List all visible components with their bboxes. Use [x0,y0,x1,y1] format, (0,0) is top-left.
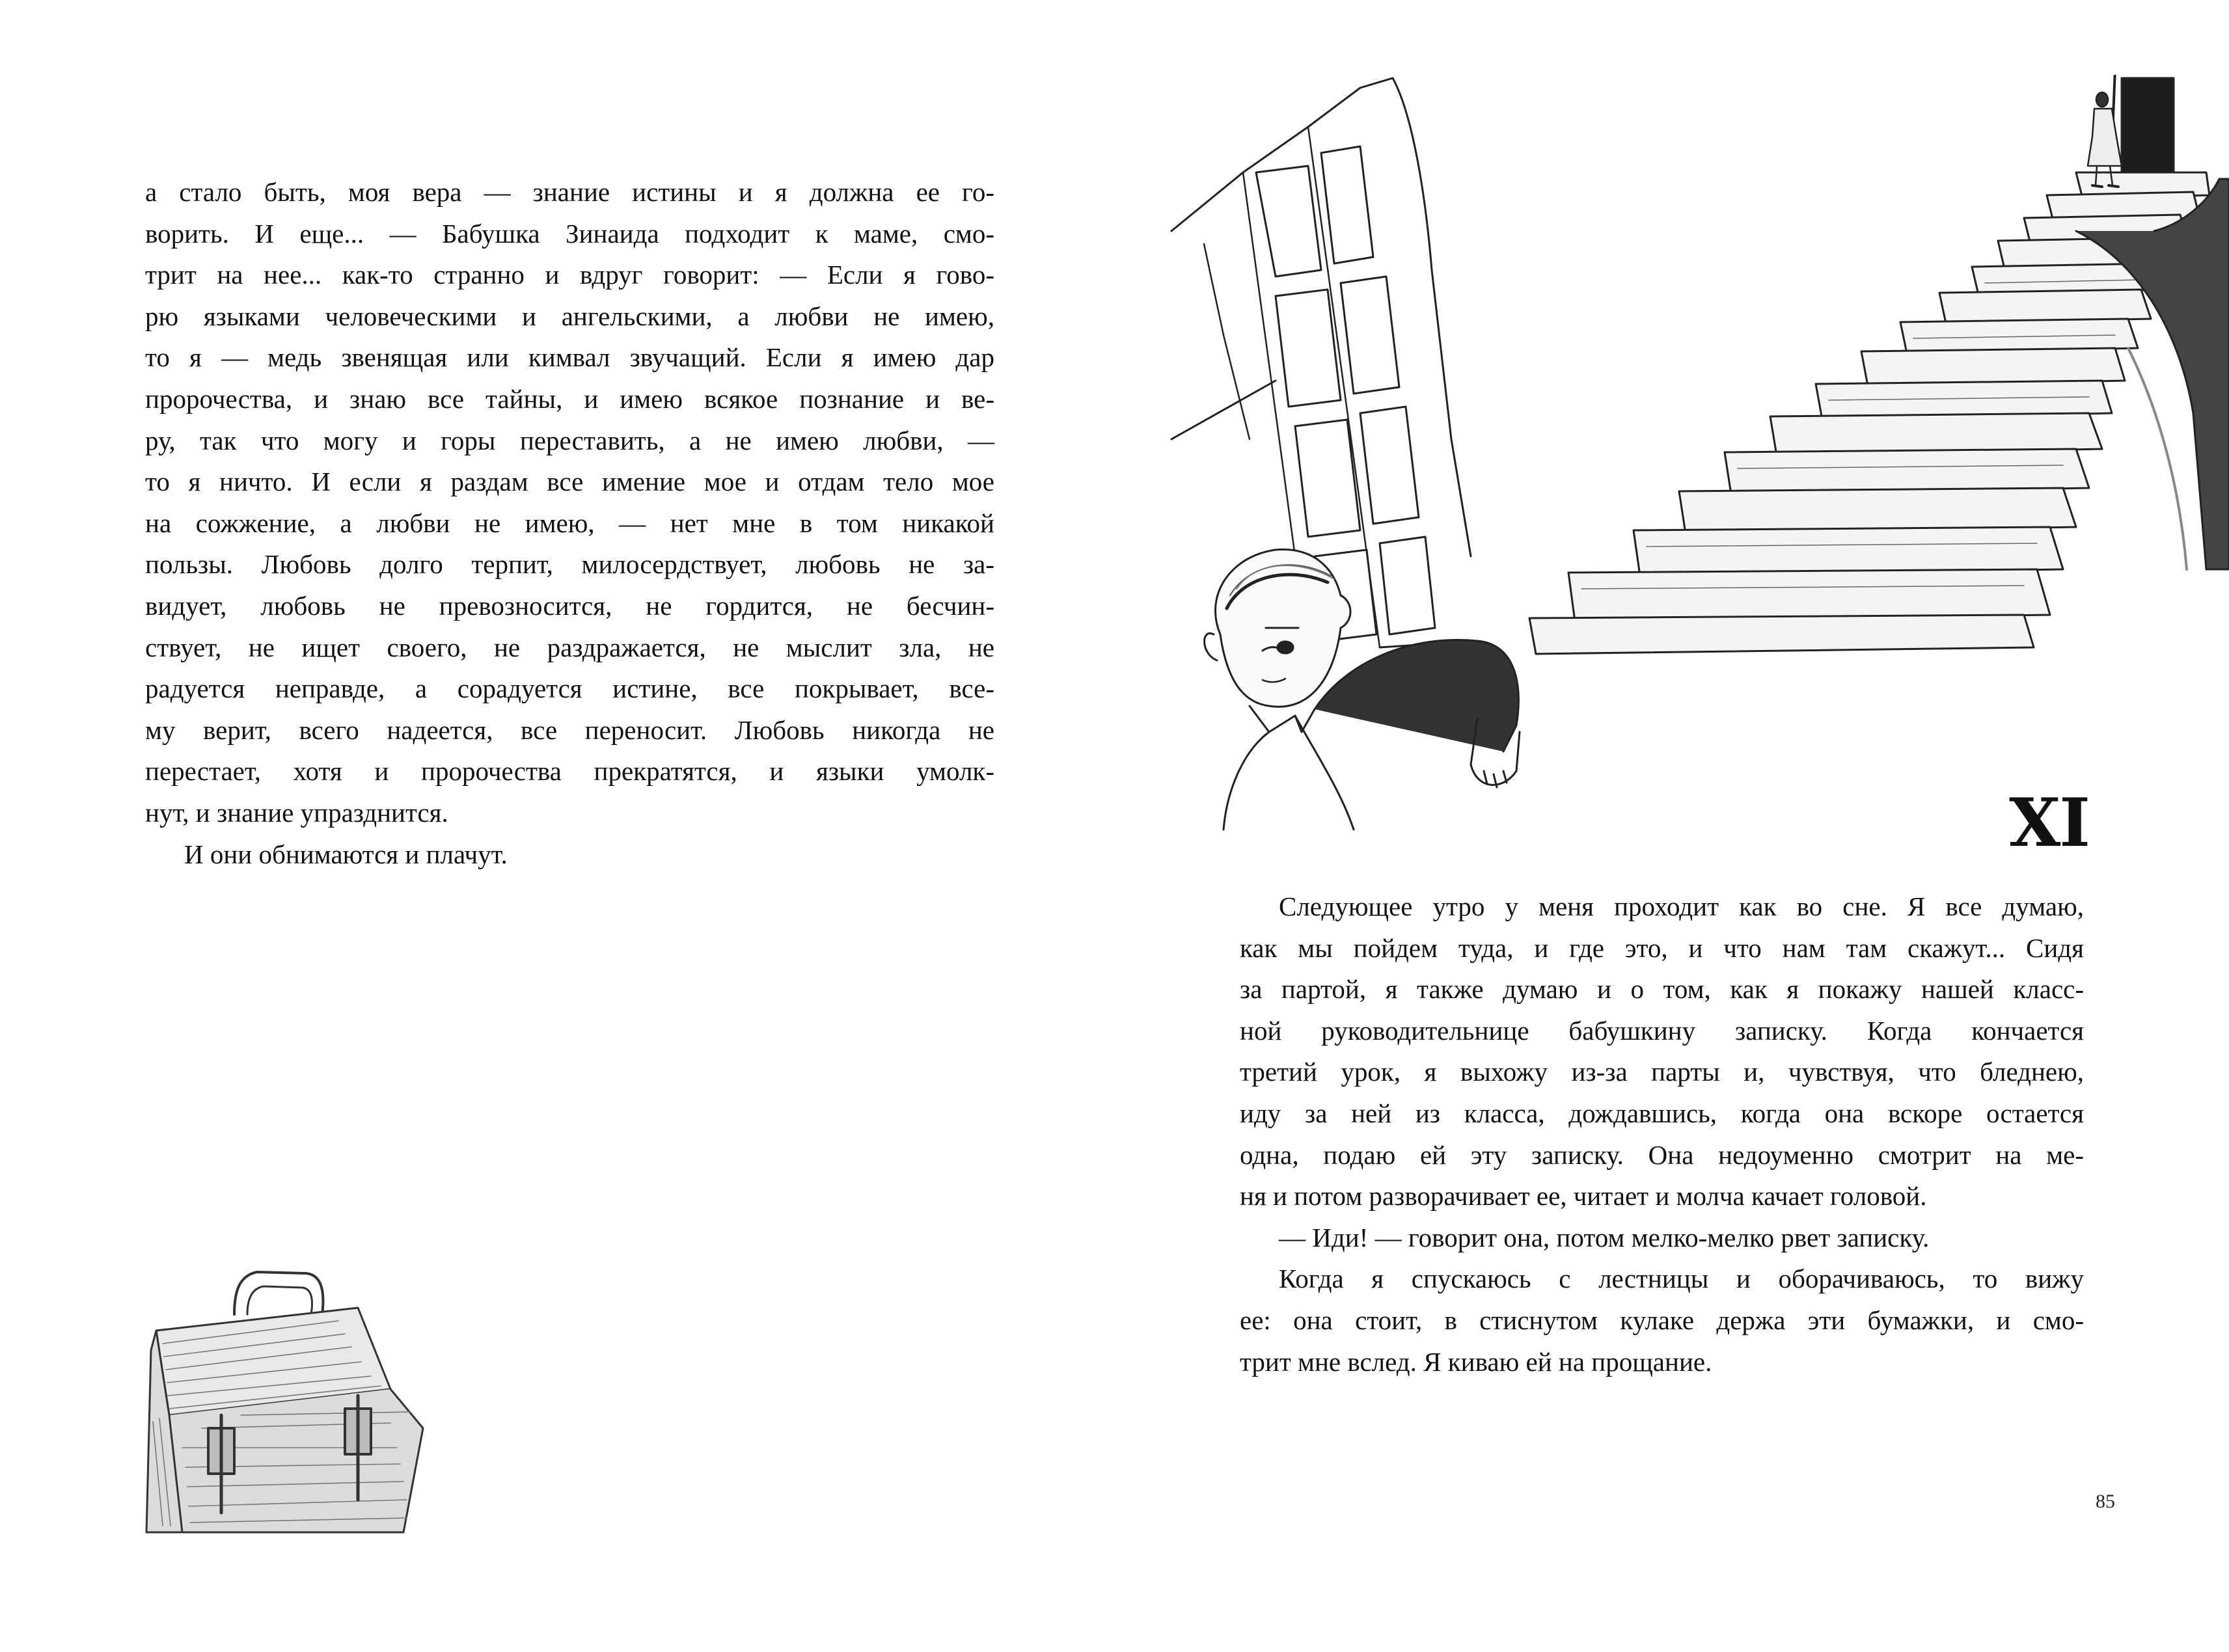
text-line: ня и потом разворачивает ее, читает и молча качает головой. [1240,1181,1927,1212]
text-line: му верит, всего надеется, все переносит. Любовь никогда не [145,714,994,745]
page-number: 85 [2096,1491,2115,1512]
text-line: ворить. И еще... — Бабушка Зинаида подходит к маме, смо- [145,218,994,249]
text-line: перестает, хотя и пророчества прекратятся, и языки умолк- [145,756,994,787]
text-line: то я ничто. И если я раздам все имение мое и отдам тело мое [145,467,994,497]
chapter-number: XI [2009,784,2089,862]
text-line: иду за ней из класса, дождавшись, когда она вскоре остается [1240,1098,2084,1128]
text-line: за партой, я также думаю и о том, как я покажу нашей класс- [1240,974,2084,1005]
text-line: третий урок, я выхожу из-за парты и, чувствуя, что бледнею, [1240,1057,2084,1087]
text-line: рю языками человеческими и ангельскими, а любви не имею, [145,301,994,331]
text-line: одна, подаю ей эту записку. Она недоуменно смотрит на ме- [1240,1139,2084,1170]
left-page-text [145,172,994,875]
text-line: ру, так что могу и горы переставить, а не имею любви, — [145,425,994,455]
text-line: пользы. Любовь долго терпит, милосердствует, любовь не за- [145,549,994,580]
text-line: ствует, не ищет своего, не раздражается, не мыслит зла, не [145,632,994,662]
text-line: радуется неправде, а сорадуется истине, все покрывает, все- [145,673,994,704]
schoolbag-illustration [143,1253,449,1545]
text-line: ной руководительнице бабушкину записку. Когда кончается [1240,1015,2084,1046]
staircase-illustration [1165,75,2229,833]
text-line: — Иди! — говорит она, потом мелко-мелко рвет записку. [1279,1222,1930,1253]
text-line: пророчества, и знаю все тайны, и имею всякое познание и ве- [145,383,994,414]
text-line: Следующее утро у меня проходит как во сне. Я все думаю, [1279,891,2084,921]
text-line: то я — медь звенящая или кимвал звучащий. Если я имею дар [145,342,994,373]
text-line: нут, и знание упразднится. [145,797,448,828]
text-line: ее: она стоит, в стиснутом кулаке держа эти бумажки, и смо- [1240,1305,2084,1335]
right-page-text [1240,886,2084,1383]
text-line: И они обнимаются и плачут. [184,839,508,869]
text-line: трит на нее... как-то странно и вдруг говорит: — Если я гово- [145,260,994,290]
text-line: а стало быть, моя вера — знание истины и я должна ее го- [145,177,994,207]
text-line: видует, любовь не превозносится, не гордится, не бесчин- [145,590,994,621]
text-line: на сожжение, а любви не имею, — нет мне в том никакой [145,508,994,538]
text-line: Когда я спускаюсь с лестницы и оборачиваюсь, то вижу [1279,1264,2084,1294]
text-line: трит мне вслед. Я киваю ей на прощание. [1240,1346,1712,1377]
text-line: как мы пойдем туда, и где это, и что нам там скажут... Сидя [1240,932,2084,963]
